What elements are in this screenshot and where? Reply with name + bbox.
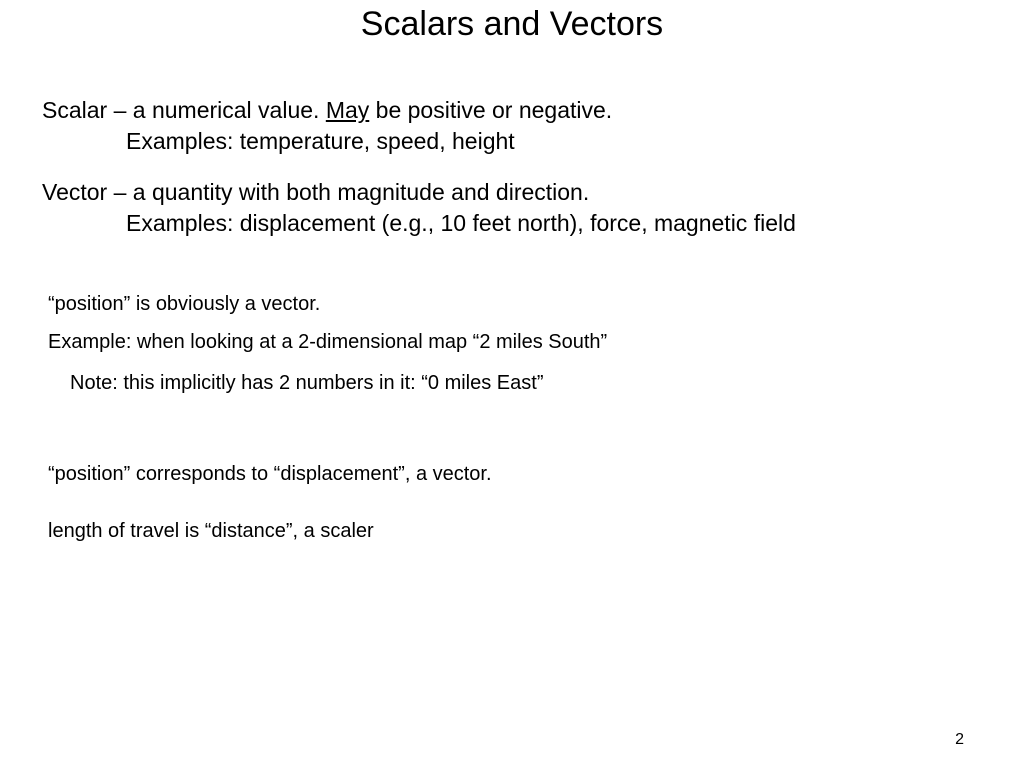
- slide-title: Scalars and Vectors: [360, 5, 664, 43]
- vector-definition: Vector – a quantity with both magnitude and direction.: [42, 179, 590, 205]
- vector-examples: Examples: displacement (e.g., 10 feet north), force, magnetic field: [126, 210, 796, 236]
- scalar-definition: [42, 96, 612, 124]
- position-vector-note: “position” is obviously a vector.: [48, 293, 321, 315]
- scalar-definition-prefix: Scalar – a numerical value.: [42, 97, 326, 123]
- distance-note: length of travel is “distance”, a scaler: [48, 520, 374, 542]
- displacement-note: “position” corresponds to “displacement”, a vector.: [48, 463, 492, 485]
- page-number: 2: [955, 731, 964, 748]
- scalar-definition-emphasis: May: [325, 97, 370, 123]
- map-example-note: Example: when looking at a 2-dimensional map “2 miles South”: [48, 331, 608, 353]
- implicit-numbers-note: Note: this implicitly has 2 numbers in it: “0 miles East”: [70, 372, 544, 394]
- scalar-examples: Examples: temperature, speed, height: [126, 128, 515, 154]
- scalar-definition-suffix: be positive or negative.: [369, 97, 613, 123]
